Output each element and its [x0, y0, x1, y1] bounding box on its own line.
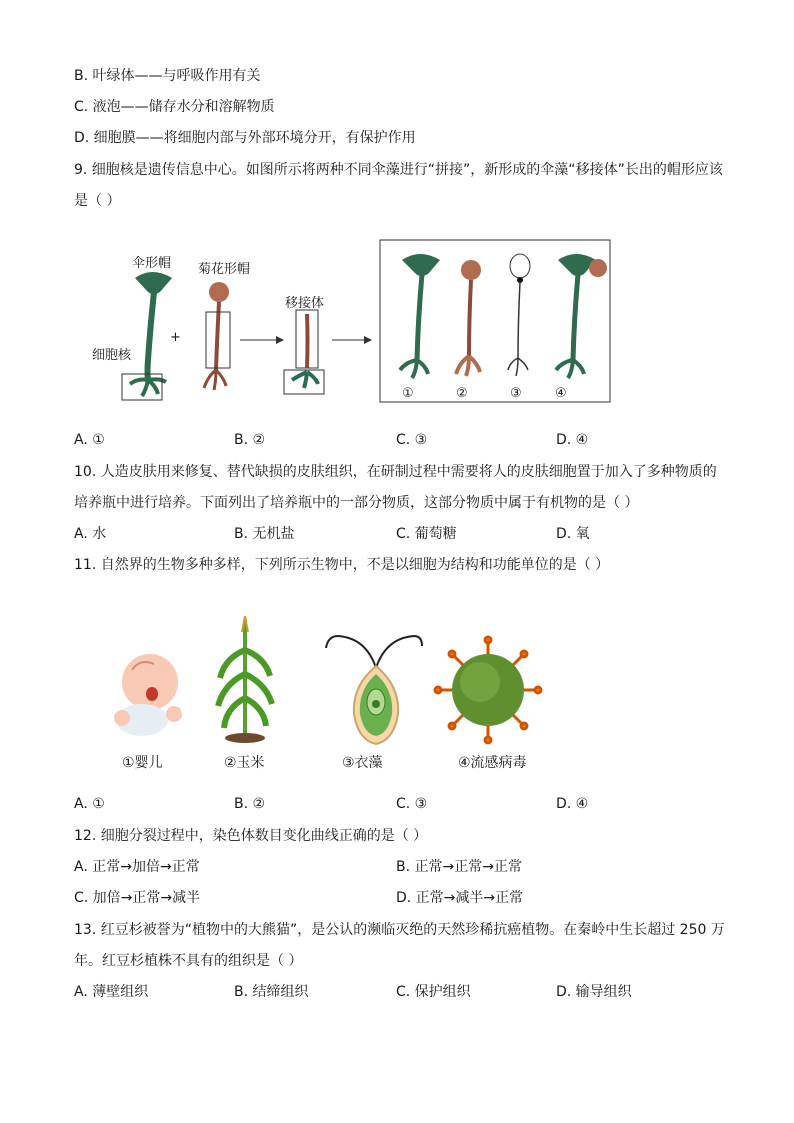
q13-stem-line1: 13. 红豆杉被誉为“植物中的大熊猫”，是公认的濒临灭绝的天然珍稀抗癌植物。在秦岭中生长超过 250 万 — [74, 922, 725, 938]
plus-sign: + — [170, 330, 181, 345]
label-graft: 移接体 — [285, 296, 325, 311]
baby-image — [114, 654, 182, 736]
q12-stem: 12. 细胞分裂过程中，染色体数目变化曲线正确的是（ ） — [74, 828, 428, 844]
label-chlamydomonas: ③衣藻 — [342, 755, 383, 771]
result-1-umbrella — [400, 254, 440, 378]
q13-stem-line2: 年。红豆杉植株不具有的组织是（ ） — [74, 953, 303, 969]
label-influenza-virus: ④流感病毒 — [458, 755, 527, 771]
label-nucleus: 细胞核 — [92, 348, 132, 363]
q10-stem-line1: 10. 人造皮肤用来修复、替代缺损的皮肤组织，在研制过程中需要将人的皮肤细胞置于加入了多种物质的 — [74, 464, 717, 480]
result-4-mixed — [556, 254, 607, 378]
label-baby: ①婴儿 — [122, 755, 163, 771]
q11-figure — [100, 610, 560, 780]
chlamydomonas-image — [326, 636, 422, 744]
label-umbrella-cap: 伞形帽 — [132, 256, 172, 271]
q10-stem-line2: 培养瓶中进行培养。下面列出了培养瓶中的一部分物质，这部分物质中属于有机物的是（ ） — [74, 495, 639, 511]
q8-option-b: B. 叶绿体——与呼吸作用有关 — [74, 68, 261, 84]
q11-option-d[interactable]: D. ④ — [556, 796, 589, 812]
q13-option-a[interactable]: A. 薄壁组织 — [74, 984, 149, 1000]
result-label-3: ③ — [510, 386, 522, 401]
q9-stem-line1: 9. 细胞核是遗传信息中心。如图所示将两种不同伞藻进行“拼接”，新形成的伞藻“移接体”长出的帽形应该 — [74, 162, 723, 178]
q9-figure — [80, 230, 620, 410]
influenza-virus-image — [435, 637, 541, 743]
q9-option-a[interactable]: A. ① — [74, 432, 105, 448]
result-2-chrysanthemum — [456, 260, 481, 376]
result-3-outline — [508, 254, 530, 376]
q9-option-b[interactable]: B. ② — [234, 432, 266, 448]
q8-option-d: D. 细胞膜——将细胞内部与外部环境分开，有保护作用 — [74, 130, 416, 146]
q9-option-c[interactable]: C. ③ — [396, 432, 428, 448]
q11-stem: 11. 自然界的生物多种多样，下列所示生物中，不是以细胞为结构和功能单位的是（ ） — [74, 557, 610, 573]
label-chrysanthemum-cap: 菊花形帽 — [198, 262, 251, 277]
q11-option-c[interactable]: C. ③ — [396, 796, 428, 812]
q8-option-c: C. 液泡——储存水分和溶解物质 — [74, 99, 275, 115]
q10-option-b[interactable]: B. 无机盐 — [234, 526, 295, 542]
q10-option-a[interactable]: A. 水 — [74, 526, 107, 542]
q11-option-a[interactable]: A. ① — [74, 796, 105, 812]
chrysanthemum-algae — [204, 282, 230, 390]
q12-option-c[interactable]: C. 加倍→正常→减半 — [74, 890, 201, 906]
q11-organisms-svg — [100, 610, 560, 750]
q10-option-d[interactable]: D. 氧 — [556, 526, 590, 542]
q9-diagram-svg — [80, 230, 620, 410]
q13-option-c[interactable]: C. 保护组织 — [396, 984, 471, 1000]
q13-option-b[interactable]: B. 结缔组织 — [234, 984, 309, 1000]
result-label-4: ④ — [555, 386, 567, 401]
q12-option-d[interactable]: D. 正常→减半→正常 — [396, 890, 524, 906]
corn-image — [218, 616, 272, 743]
result-label-1: ① — [402, 386, 414, 401]
q9-option-d[interactable]: D. ④ — [556, 432, 589, 448]
q9-stem-line2: 是（ ） — [74, 193, 121, 209]
q11-option-b[interactable]: B. ② — [234, 796, 266, 812]
q12-option-a[interactable]: A. 正常→加倍→正常 — [74, 859, 200, 875]
q12-option-b[interactable]: B. 正常→正常→正常 — [396, 859, 522, 875]
result-label-2: ② — [456, 386, 468, 401]
q13-option-d[interactable]: D. 输导组织 — [556, 984, 632, 1000]
q10-option-c[interactable]: C. 葡萄糖 — [396, 526, 457, 542]
graft-algae — [284, 310, 324, 394]
umbrella-algae — [122, 272, 172, 400]
label-corn: ②玉米 — [224, 755, 265, 771]
